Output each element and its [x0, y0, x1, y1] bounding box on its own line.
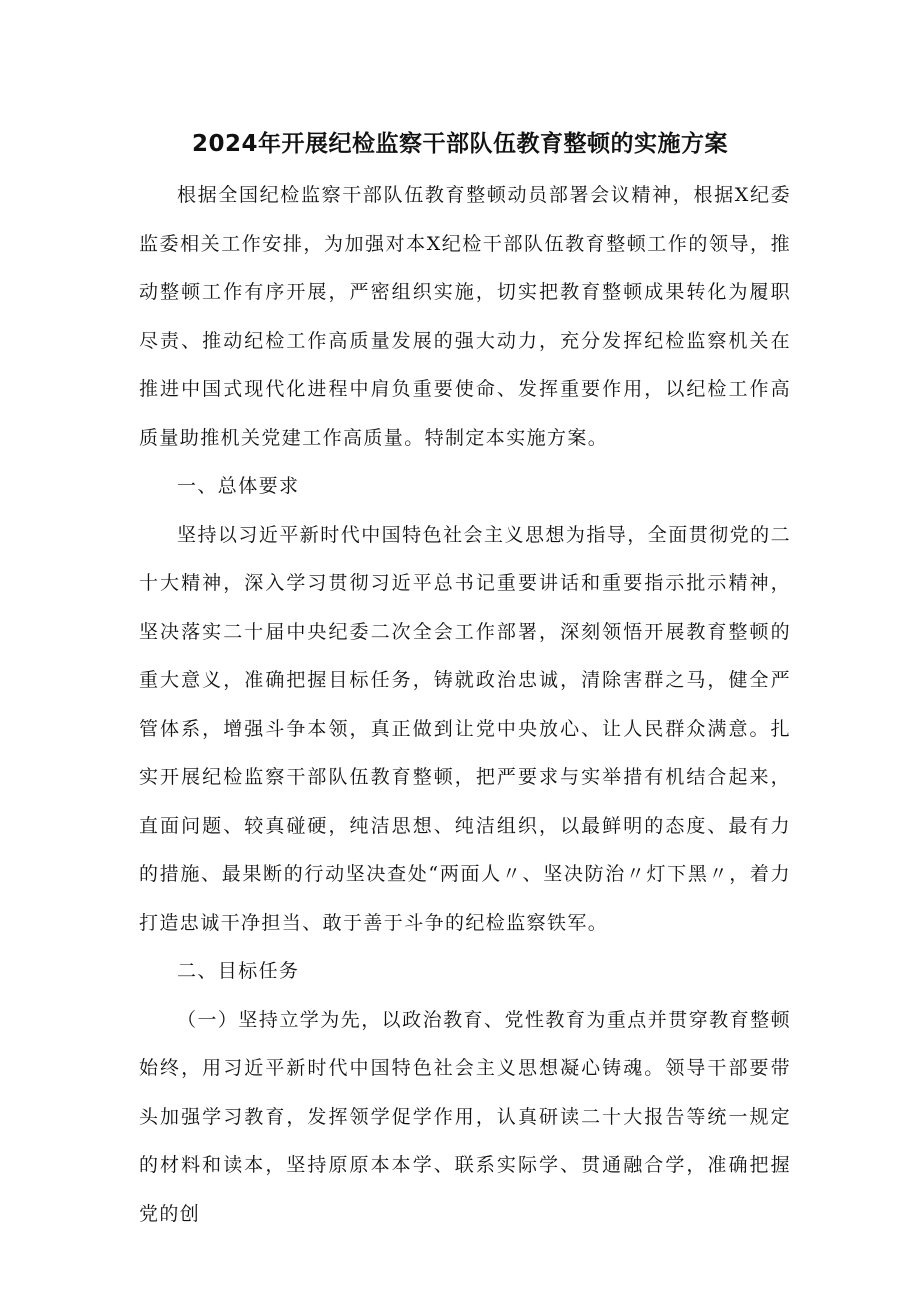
general-requirements-paragraph: 坚持以习近平新时代中国特色社会主义思想为指导，全面贯彻党的二十大精神，深入学习贯彻习近平总书记重要讲话和重要指示批示精神，坚决落实二十届中央纪委二次全会工作部署，深刻领悟开展教育整顿的重大意义，准确把握目标任务，铸就政治忠诚，清除害群之马，健全严管体系，增强斗争本领，真正做到让党中央放心、让人民群众满意。扎实开展纪检监察干部队伍教育整顿，把严要求与实举措有机结合起来，直面问题、较真碰硬，纯洁思想、纯洁组织，以最鲜明的态度、最有力的措施、最果断的行动坚决查处“两面人〃、坚决防治〃灯下黑〃，着力打造忠诚干净担当、敢于善于斗争的纪检监察铁军。 — [139, 523, 791, 934]
intro-paragraph: 根据全国纪检监察干部队伍教育整顿动员部署会议精神，根据X纪委监委相关工作安排，为加强对本X纪检干部队伍教育整顿工作的领导，推动整顿工作有序开展，严密组织实施，切实把教育整顿成果转化为履职尽责、推动纪检工作高质量发展的强大动力，充分发挥纪检监察机关在推进中国式现代化进程中肩负重要使命、发挥重要作用，以纪检工作高质量助推机关党建工作高质量。特制定本实施方案。 — [139, 184, 791, 449]
objectives-item-1-paragraph: （一）坚持立学为先，以政治教育、党性教育为重点并贯穿教育整顿始终，用习近平新时代中国特色社会主义思想凝心铸魂。领导干部要带头加强学习教育，发挥领学促学作用，认真研读二十大报告等统一规定的材料和读本，坚持原原本本学、联系实际学、贯通融合学，准确把握党的创 — [139, 1008, 791, 1225]
document-body — [139, 171, 791, 1238]
section-heading-objectives: 二、目标任务 — [177, 960, 300, 982]
section-heading-general-requirements: 一、总体要求 — [177, 475, 300, 497]
document-title: 2024年开展纪检监察干部队伍教育整顿的实施方案 — [191, 131, 728, 157]
